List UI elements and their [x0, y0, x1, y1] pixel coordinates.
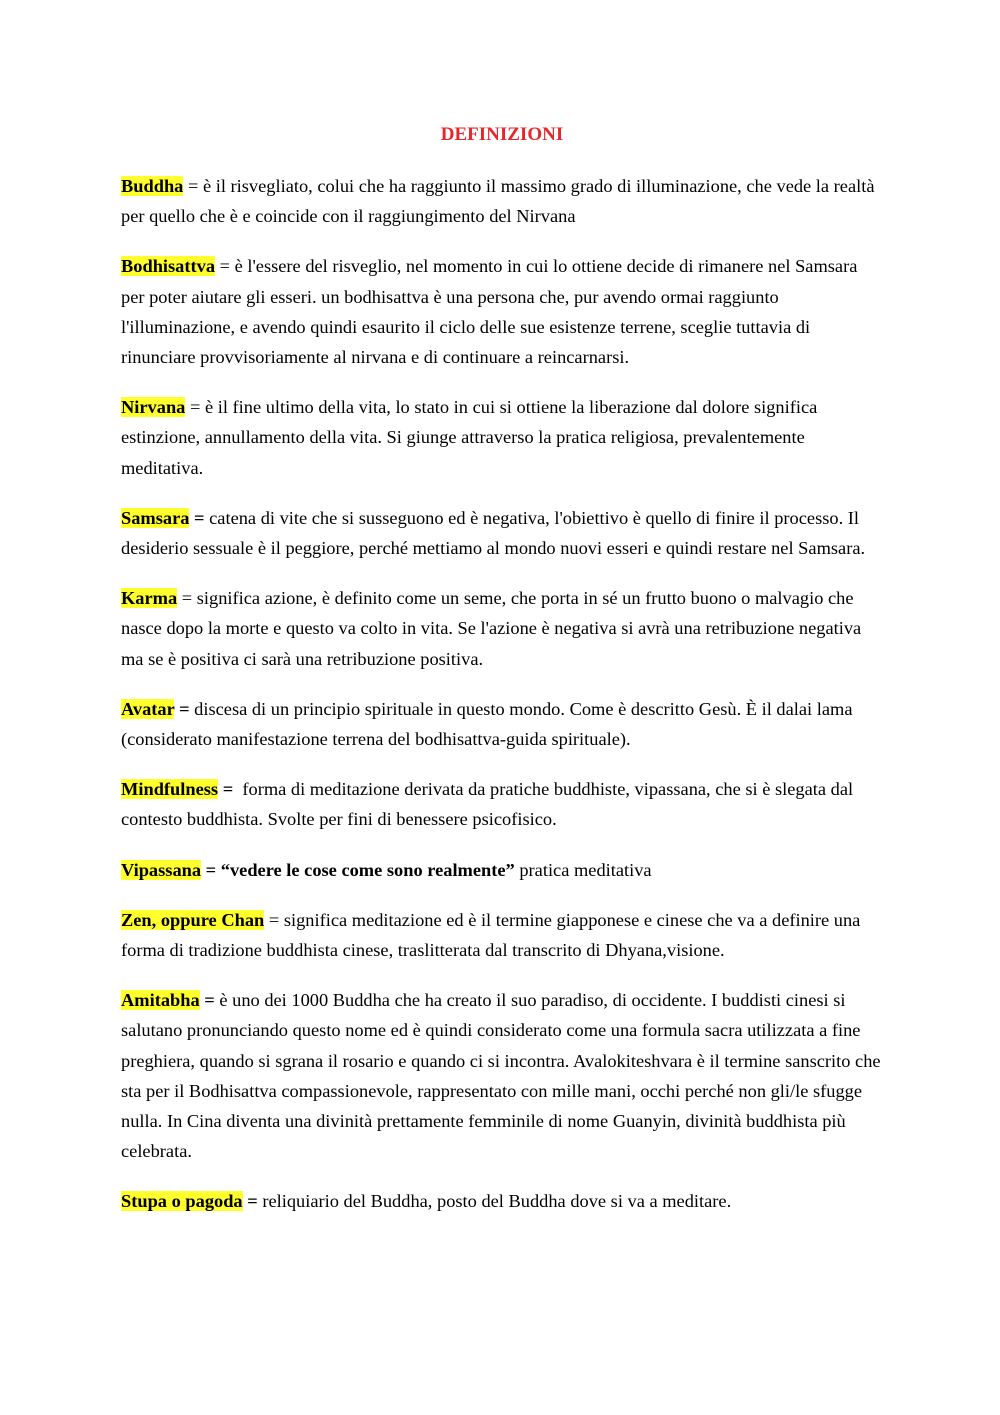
- term-label: Vipassana: [121, 859, 202, 880]
- definition-buddha: [121, 171, 883, 231]
- definition-text: è l'essere del risveglio, nel momento in cui lo ottiene decide di rimanere nel Samsara per poter aiutare gli esseri. un bodhisattva è una persona che, pur avendo ormai raggiunto l'illuminazione, e avendo quindi esaurito il ciclo delle sue esistenze terrene, sceglie tuttavia di rinunciare provvisoriamente al nirvana e di continuare a reincarnarsi.: [121, 256, 858, 368]
- definition-text: significa meditazione ed è il termine giapponese e cinese che va a definire una forma di tradizione buddhista cinese, traslitterata dal transcrito di Dhyana,visione.: [121, 909, 861, 961]
- term-label: Bodhisattva: [121, 256, 216, 277]
- separator: =: [199, 990, 220, 1011]
- definition-text: pratica meditativa: [514, 859, 652, 880]
- definition-karma: [121, 583, 883, 674]
- separator: =: [201, 859, 221, 880]
- definition-text: discesa di un principio spirituale in questo mondo. Come è descritto Gesù. È il dalai lama (considerato manifestazione terrena del bodhisattva-guida spirituale).: [121, 698, 853, 750]
- term-label: Karma: [121, 588, 178, 609]
- separator: =: [242, 1191, 263, 1212]
- separator: =: [189, 507, 210, 528]
- definition-mindfulness: [121, 774, 883, 834]
- definition-text: reliquiario del Buddha, posto del Buddha dove si va a meditare.: [262, 1191, 732, 1212]
- definition-quote: “vedere le cose come sono realmente”: [220, 859, 515, 880]
- definition-vipassana: [121, 855, 883, 885]
- definition-text: è il risvegliato, colui che ha raggiunto il massimo grado di illuminazione, che vede la realtà per quello che è e coincide con il raggiungimento del Nirvana: [121, 176, 875, 227]
- separator: =: [185, 397, 205, 418]
- definition-avatar: [121, 694, 883, 754]
- separator: =: [264, 909, 284, 930]
- term-label: Buddha: [121, 176, 184, 196]
- term-label: Samsara: [121, 507, 190, 528]
- definition-stupa: [121, 1186, 883, 1216]
- definition-text: catena di vite che si susseguono ed è negativa, l'obiettivo è quello di finire il processo. Il desiderio sessuale è il peggiore, perché mettiamo al mondo nuovi esseri e quindi restare nel Samsara.: [121, 507, 866, 559]
- definition-zen: [121, 905, 883, 965]
- definition-samsara: [121, 503, 883, 563]
- term-label: Stupa o pagoda: [121, 1191, 243, 1212]
- definition-text: è il fine ultimo della vita, lo stato in cui si ottiene la liberazione dal dolore significa estinzione, annullamento della vita. Si giunge attraverso la pratica religiosa, prevalentemente meditativa.: [121, 397, 818, 478]
- term-label: Amitabha: [121, 990, 200, 1011]
- definition-nirvana: [121, 392, 883, 483]
- separator: =: [183, 176, 203, 196]
- separator: =: [215, 256, 235, 277]
- page-title: DEFINIZIONI: [440, 124, 564, 145]
- term-label: Avatar: [121, 698, 175, 719]
- definition-text: significa azione, è definito come un seme, che porta in sé un frutto buono o malvagio che nasce dopo la morte e questo va colto in vita. Se l'azione è negativa si avrà una retribuzione negativa ma se è positiva ci sarà una retribuzione positiva.: [121, 588, 862, 669]
- definition-bodhisattva: [121, 251, 883, 372]
- separator: =: [174, 698, 195, 719]
- term-label: Zen, oppure Chan: [121, 909, 265, 930]
- definition-text: forma di meditazione derivata da pratiche buddhiste, vipassana, che si è slegata dal contesto buddhista. Svolte per fini di benessere psicofisico.: [121, 779, 854, 830]
- term-label: Nirvana: [121, 397, 186, 418]
- definition-text: è uno dei 1000 Buddha che ha creato il suo paradiso, di occidente. I buddisti cinesi si salutano pronunciando questo nome ed è quindi considerato come una formula sacra utilizzata a fine preghiera, quando si sgrana il rosario e quando ci si incontra. Avalokiteshvara è il termine sanscrito che sta per il Bodhisattva compassionevole, rappresentato con mille mani, occhi perché non gli/le sfugge nulla. In Cina diventa una divinità prettamente femminile di nome Guanyin, divinità buddhista più celebrata.: [121, 990, 881, 1162]
- separator: =: [177, 588, 197, 609]
- separator: =: [218, 779, 243, 800]
- term-label: Mindfulness: [121, 779, 219, 800]
- definition-amitabha: [121, 985, 883, 1166]
- document-page: [121, 121, 883, 1237]
